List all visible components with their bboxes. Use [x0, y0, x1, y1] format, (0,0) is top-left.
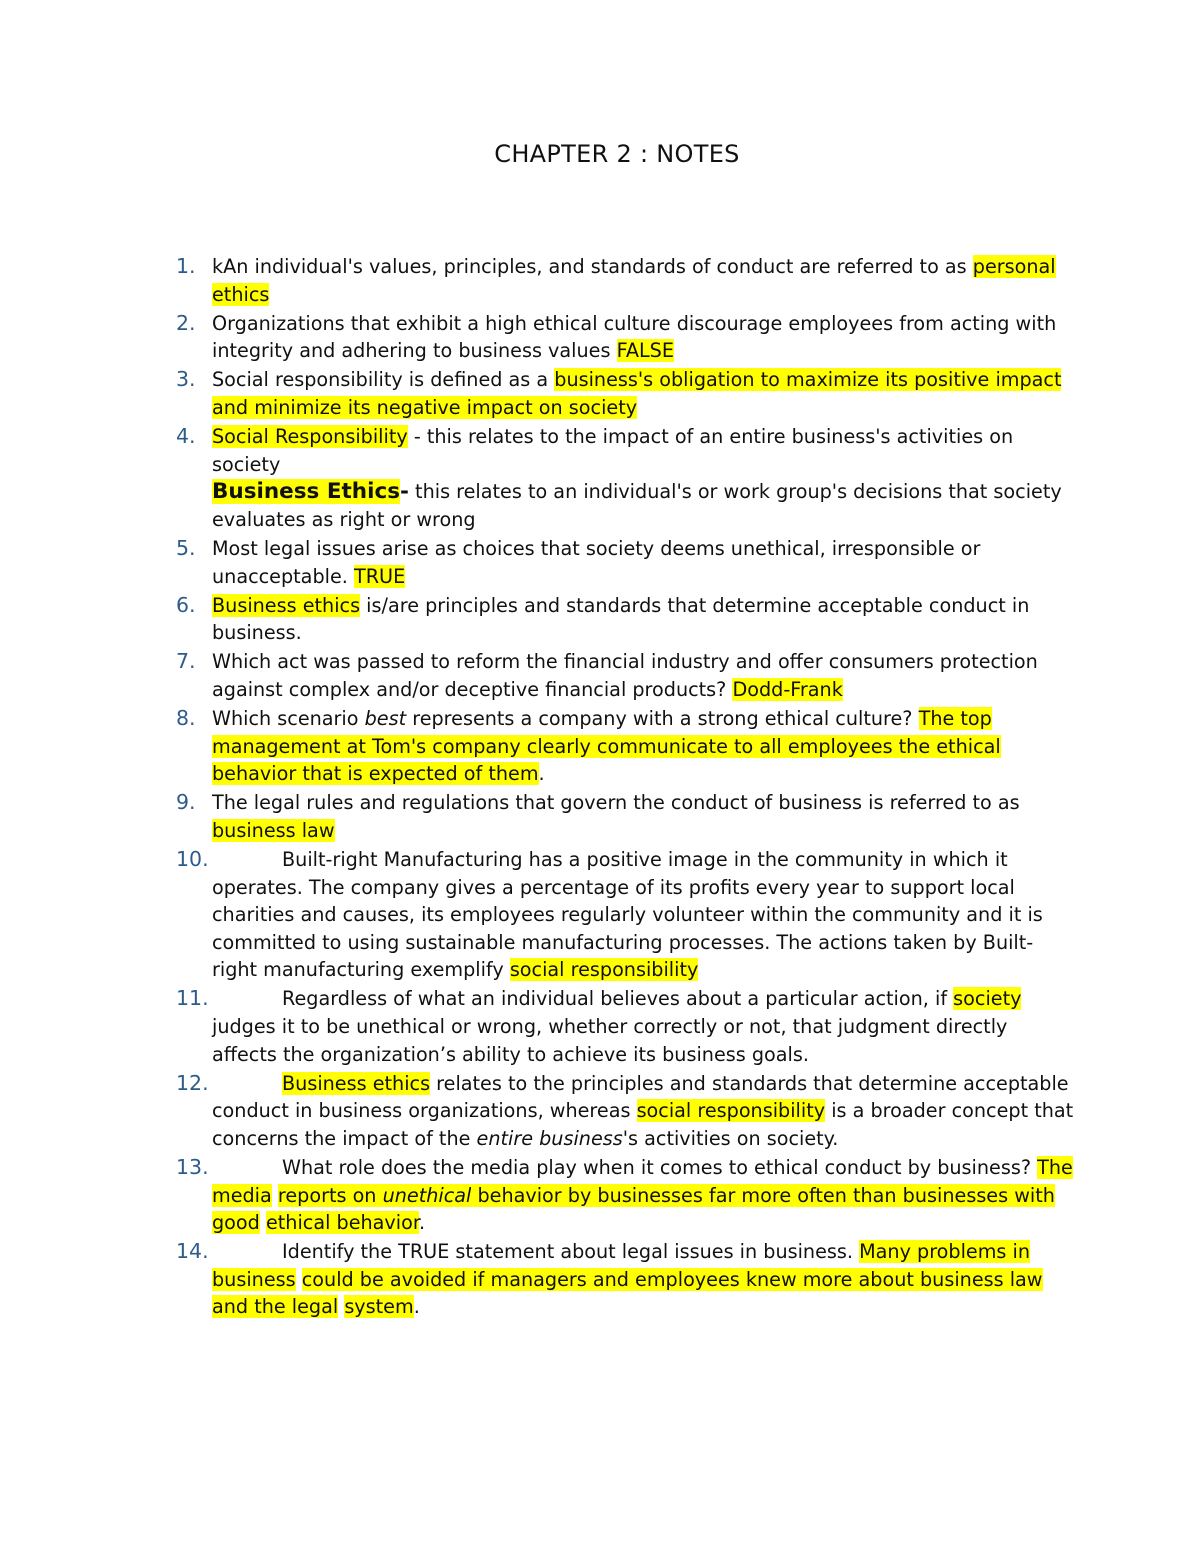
- item-number: 6.: [176, 592, 196, 617]
- item-text: [212, 791, 1020, 842]
- text-run: best: [364, 707, 407, 730]
- highlighted-answer: social responsibility: [636, 1099, 826, 1123]
- list-item: [176, 592, 1076, 647]
- item-text: [212, 848, 1043, 981]
- text-run: Social responsibility is defined as a: [212, 368, 555, 392]
- highlighted-answer: Dodd-Frank: [732, 677, 843, 701]
- list-item: [176, 846, 1076, 984]
- text-run: Regardless of what an individual believes about a particular action, if: [282, 987, 954, 1011]
- text-run: Identify the TRUE statement about legal issues in business.: [282, 1240, 860, 1264]
- list-item: [176, 535, 1076, 590]
- highlighted-answer: reports on: [277, 1183, 383, 1207]
- page-title: CHAPTER 2 : NOTES: [494, 140, 740, 168]
- item-number: 12.: [176, 1070, 209, 1095]
- item-text: [212, 255, 1056, 306]
- highlighted-answer: Business ethics: [212, 593, 361, 617]
- list-item: [176, 366, 1076, 421]
- item-number: 11.: [176, 986, 209, 1011]
- text-run: .: [538, 762, 545, 786]
- text-run: What role does the media play when it comes to ethical conduct by business?: [282, 1156, 1038, 1179]
- list-item: [176, 1070, 1076, 1153]
- text-run: kAn individual's values, principles, and standards of conduct are referred to as: [212, 255, 973, 278]
- item-number: 13.: [176, 1155, 209, 1179]
- item-number: 1.: [176, 254, 196, 278]
- text-run: [272, 1184, 278, 1207]
- item-text: [212, 650, 1038, 701]
- highlighted-answer: The top: [918, 707, 992, 730]
- highlighted-answer: management at Tom's company clearly communicate to all employees the ethical behavior that is expected of them: [212, 734, 1001, 786]
- highlighted-answer: TRUE: [353, 564, 406, 588]
- text-run: relates to the principles and standards that determine acceptable conduct in business organizations, whereas: [212, 1071, 1069, 1123]
- text-run: Which act was passed to reform the financial industry and offer consumers protection against complex and/or deceptive financial products?: [212, 650, 1038, 701]
- list-item: [176, 985, 1076, 1068]
- highlighted-answer: The media: [212, 1156, 1073, 1207]
- highlighted-answer: business's obligation to maximize its positive impact: [554, 368, 1062, 392]
- item-number: 3.: [176, 367, 196, 392]
- highlighted-answer: Social Responsibility: [212, 425, 408, 449]
- list-item: [176, 423, 1076, 533]
- item-number: 4.: [176, 424, 196, 449]
- list-item: [176, 1154, 1076, 1237]
- item-text: [212, 425, 1062, 531]
- text-run: Built-right Manufacturing has a positive image in the community in which it operates. The company gives a percentage of its profits every year to support local charities and causes, its employees regularly volunteer within the community and it is committed to using sustainable manufacturing processes. The actions taken by Built-right manufacturing exemplify: [212, 847, 1043, 982]
- text-run: -: [400, 479, 409, 505]
- item-text: [212, 987, 1021, 1065]
- text-run: Organizations that exhibit a high ethical culture discourage employees from acting with integrity and adhering to business values: [212, 311, 1057, 363]
- item-number: 8.: [176, 706, 196, 730]
- item-number: 14.: [176, 1239, 209, 1264]
- highlighted-answer: FALSE: [616, 339, 674, 363]
- list-item: [176, 1238, 1076, 1321]
- text-run: judges it to be unethical or wrong, whether correctly or not, that judgment directly affects the organization’s ability to achieve its business goals.: [212, 1015, 1008, 1066]
- highlighted-answer: Business ethics: [282, 1071, 431, 1095]
- text-run: - this relates to the impact of an entire business's activities on society: [212, 425, 1014, 476]
- text-run: is a broader concept that concerns the impact of the: [212, 1099, 1074, 1150]
- list-item: [176, 648, 1076, 703]
- highlighted-answer: business law: [212, 818, 335, 842]
- text-run: this relates to an individual's or work group's decisions that society evaluates as right or wrong: [212, 480, 1062, 531]
- item-text: [212, 368, 1061, 419]
- highlighted-answer: system: [344, 1295, 414, 1319]
- text-run: Most legal issues arise as choices that society deems unethical, irresponsible or unacceptable.: [212, 536, 981, 588]
- item-number: 5.: [176, 535, 196, 560]
- item-text: [212, 312, 1056, 363]
- item-number: 9.: [176, 790, 196, 815]
- text-run: represents a company with a strong ethical culture?: [406, 707, 919, 730]
- item-number: 2.: [176, 310, 196, 335]
- list-item: [176, 253, 1076, 308]
- text-run: .: [418, 1211, 426, 1235]
- item-text: [212, 594, 1029, 645]
- item-text: [212, 537, 980, 588]
- text-run: entire business: [476, 1126, 623, 1150]
- highlighted-answer: social responsibility: [509, 958, 699, 982]
- item-text: [212, 1072, 1073, 1150]
- highlighted-answer: unethical: [382, 1183, 472, 1207]
- text-run: is/are principles and standards that determine acceptable conduct in business.: [212, 593, 1030, 645]
- highlighted-answer: personal ethics: [212, 255, 1056, 306]
- item-number: 7.: [176, 649, 196, 674]
- highlighted-answer: could be avoided if managers and employees knew more about business law and the legal: [212, 1267, 1043, 1319]
- list-item: [176, 705, 1076, 788]
- highlighted-answer: Many problems in business: [212, 1240, 1031, 1291]
- highlighted-answer: society: [953, 987, 1022, 1011]
- text-run: 's activities on society.: [622, 1126, 839, 1150]
- item-number: 10.: [176, 846, 209, 871]
- text-run: The legal rules and regulations that govern the conduct of business is referred to as: [212, 791, 1020, 815]
- text-run: [296, 1268, 302, 1291]
- item-text: [212, 707, 1001, 785]
- text-run: Which scenario: [212, 707, 365, 730]
- highlighted-answer: ethical behavior: [265, 1211, 419, 1235]
- item-text: [212, 1240, 1043, 1318]
- item-text: [212, 1156, 1073, 1234]
- notes-list: [176, 253, 1076, 1323]
- highlighted-answer: and minimize its negative impact on society: [212, 395, 638, 419]
- list-item: [176, 789, 1076, 844]
- highlighted-answer: behavior by businesses far more often than businesses with good: [212, 1183, 1055, 1235]
- text-run: .: [413, 1295, 420, 1319]
- list-item: [176, 310, 1076, 365]
- highlighted-answer: Business Ethics: [212, 479, 401, 505]
